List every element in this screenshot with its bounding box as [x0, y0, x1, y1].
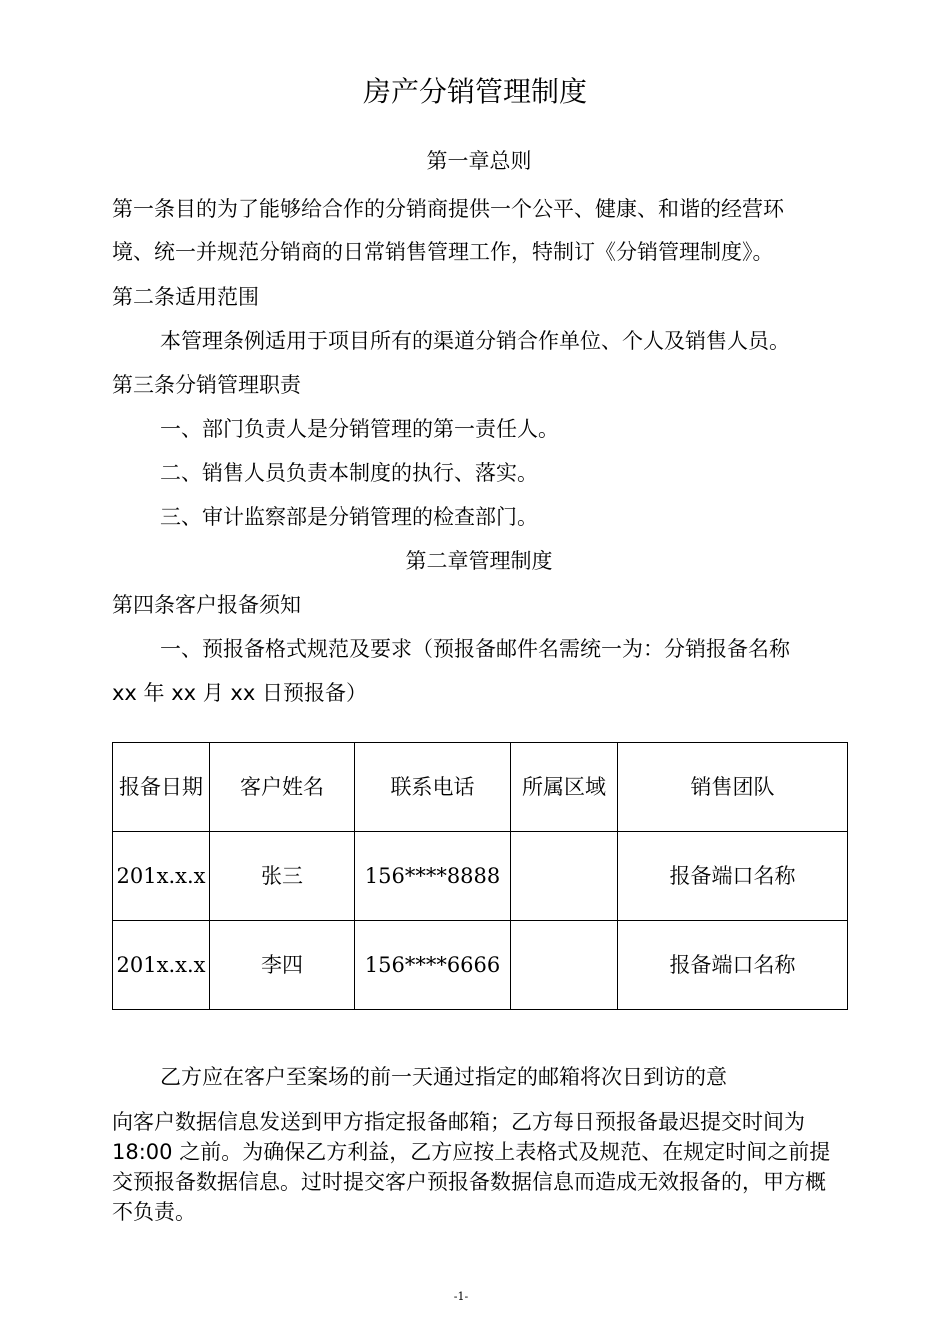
- article-3-item-2: 二、销售人员负责本制度的执行、落实。: [160, 461, 538, 485]
- article-1-line-2: 境、统一并规范分销商的日常销售管理工作，特制订《分销管理制度》。: [112, 240, 774, 264]
- note-line-1: 乙方应在客户至案场的前一天通过指定的邮箱将次日到访的意: [160, 1065, 727, 1089]
- report-format-table: [112, 742, 848, 1010]
- header-customer-name: 客户姓名: [210, 743, 355, 832]
- article-3-item-3: 三、审计监察部是分销管理的检查部门。: [160, 505, 538, 529]
- cell-region: [511, 921, 618, 1010]
- table-row: [113, 921, 848, 1010]
- article-2-body: 本管理条例适用于项目所有的渠道分销合作单位、个人及销售人员。: [160, 329, 790, 353]
- cell-date: 201x.x.x: [113, 832, 210, 921]
- article-4-title: 第四条客户报备须知: [112, 593, 301, 617]
- cell-phone: 156****8888: [355, 832, 511, 921]
- article-4-item-1-line-1: 一、预报备格式规范及要求（预报备邮件名需统一为：分销报备名称: [160, 637, 790, 661]
- chapter-2-heading: 第二章管理制度: [405, 549, 553, 573]
- cell-customer-name: 李四: [210, 921, 355, 1010]
- article-3-item-1: 一、部门负责人是分销管理的第一责任人。: [160, 417, 559, 441]
- header-date: 报备日期: [113, 743, 210, 832]
- cell-customer-name: 张三: [210, 832, 355, 921]
- cell-phone: 156****6666: [355, 921, 511, 1010]
- header-region: 所属区域: [511, 743, 618, 832]
- header-sales-team: 销售团队: [618, 743, 848, 832]
- page-number: -1-: [453, 1290, 469, 1303]
- article-1-line-1: 第一条目的为了能够给合作的分销商提供一个公平、健康、和谐的经营环: [112, 197, 784, 221]
- table-row: [113, 832, 848, 921]
- chapter-1-heading: 第一章总则: [426, 149, 532, 173]
- cell-sales-team: 报备端口名称: [618, 921, 848, 1010]
- header-phone: 联系电话: [355, 743, 511, 832]
- cell-region: [511, 832, 618, 921]
- note-paragraph: 向客户数据信息发送到甲方指定报备邮箱；乙方每日预报备最迟提交时间为 18:00 之前。为确保乙方利益，乙方应按上表格式及规范、在规定时间之前提交预报备数据信息。过时提交客户预报备数据信息而造成无效报备的，甲方概不负责。: [112, 1110, 831, 1224]
- article-2-title: 第二条适用范围: [112, 285, 259, 309]
- cell-sales-team: 报备端口名称: [618, 832, 848, 921]
- table-header-row: [113, 743, 848, 832]
- article-4-item-1-line-2: xx 年 xx 月 xx 日预报备）: [112, 681, 367, 705]
- cell-date: 201x.x.x: [113, 921, 210, 1010]
- article-3-title: 第三条分销管理职责: [112, 373, 301, 397]
- document-title: 房产分销管理制度: [362, 75, 587, 108]
